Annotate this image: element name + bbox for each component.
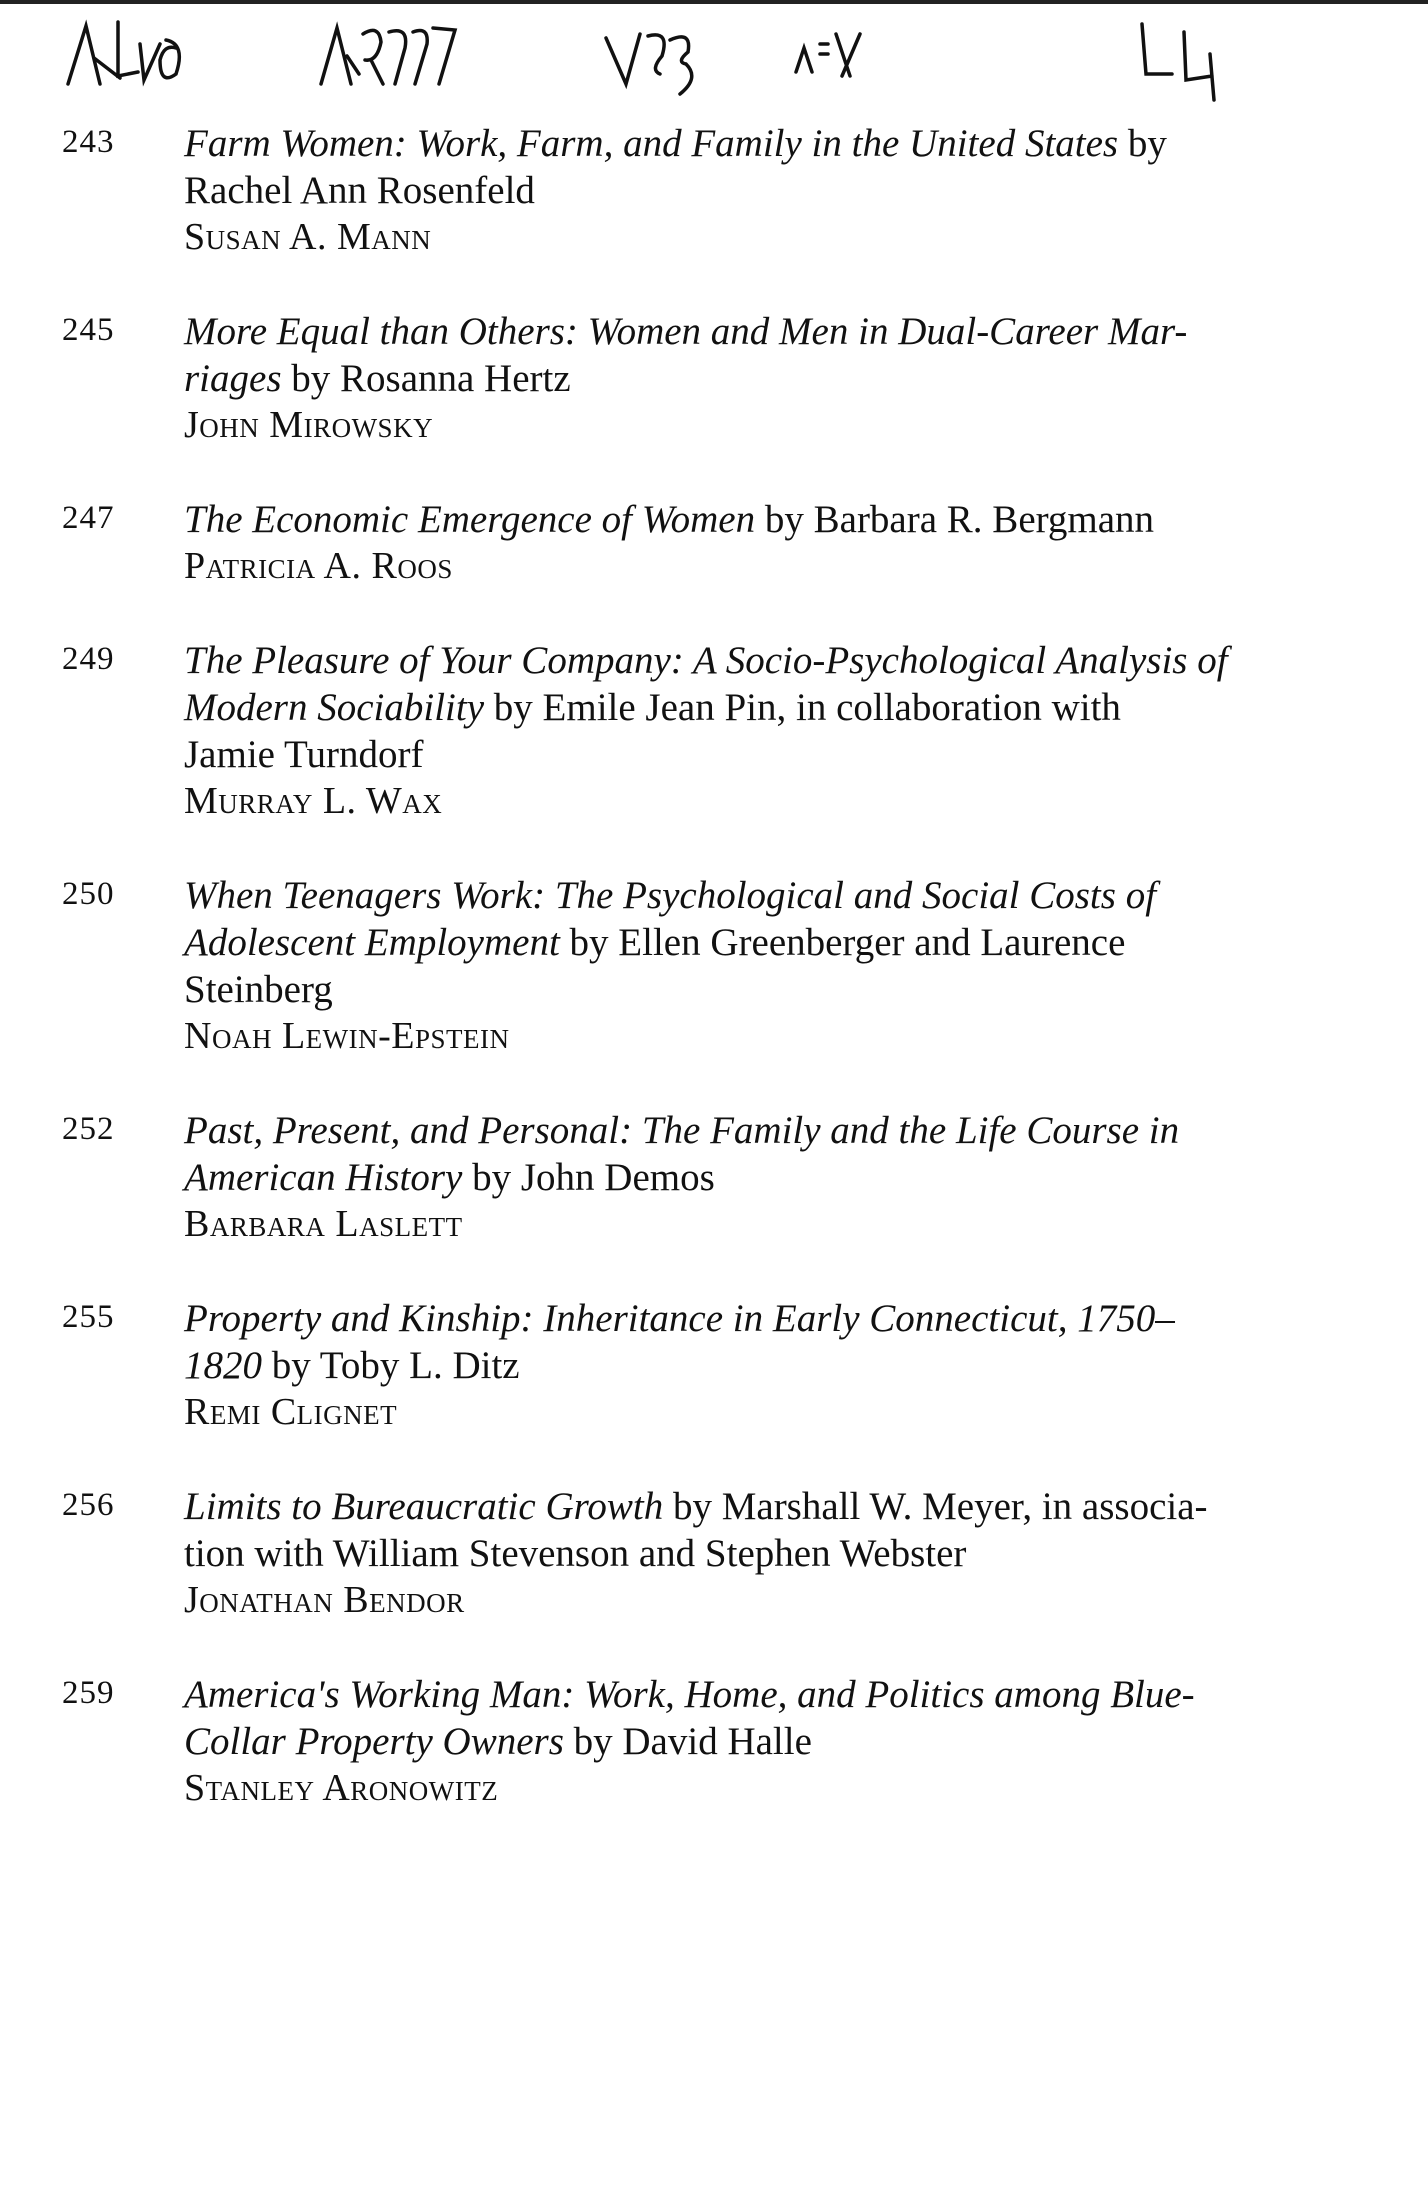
author-text: by	[1118, 122, 1167, 165]
handwritten-mark-4	[790, 14, 900, 104]
page-top-edge	[0, 0, 1428, 4]
entry-citation	[184, 1107, 1359, 1248]
handwritten-mark-2	[315, 14, 465, 104]
review-entry	[0, 1483, 1428, 1624]
author-text: Rachel Ann Rosenfeld	[184, 169, 535, 212]
book-title: Property and Kinship: Inheritance in Early Connecticut, 1750–	[184, 1297, 1175, 1340]
citation-line	[184, 496, 1359, 543]
citation-line	[184, 731, 1359, 778]
review-entry	[0, 1671, 1428, 1812]
citation-line	[184, 1107, 1359, 1154]
book-title: Farm Women: Work, Farm, and Family in the United States	[184, 122, 1119, 165]
book-title: American History	[184, 1156, 463, 1199]
author-text: by David Halle	[563, 1720, 812, 1763]
review-entry	[0, 308, 1428, 449]
citation-line	[184, 167, 1359, 214]
book-title: When Teenagers Work: The Psychological and Social Costs of	[184, 874, 1157, 917]
book-title: Modern Sociability	[184, 686, 485, 729]
entry-citation	[184, 496, 1359, 590]
author-text: tion with William Stevenson and Stephen Webster	[184, 1532, 967, 1575]
citation-line	[184, 966, 1359, 1013]
author-text: by Rosanna Hertz	[281, 357, 571, 400]
citation-line	[184, 684, 1359, 731]
review-entry	[0, 120, 1428, 261]
page-number: 243	[62, 124, 115, 160]
book-title: America's Working Man: Work, Home, and Politics among Blue-	[184, 1673, 1195, 1716]
handwritten-call-number	[60, 14, 1380, 124]
page-number: 259	[62, 1675, 115, 1711]
page-number: 252	[62, 1111, 115, 1147]
book-title: riages	[184, 357, 282, 400]
book-title: Collar Property Owners	[184, 1720, 564, 1763]
reviewer-name: Barbara Laslett	[184, 1203, 463, 1245]
book-title: Adolescent Employment	[184, 921, 560, 964]
page-number: 247	[62, 500, 115, 536]
reviewer-name: Stanley Aronowitz	[184, 1767, 499, 1809]
book-title: More Equal than Others: Women and Men in Dual-Career Mar-	[184, 310, 1188, 353]
citation-line	[184, 872, 1359, 919]
entry-citation	[184, 1671, 1359, 1812]
reviewer-name: Remi Clignet	[184, 1391, 398, 1433]
reviewer-name: Noah Lewin-Epstein	[184, 1015, 510, 1057]
book-title: The Economic Emergence of Women	[184, 498, 756, 541]
page-number: 255	[62, 1299, 115, 1335]
citation-line	[184, 308, 1359, 355]
review-list	[0, 120, 1428, 1859]
handwritten-mark-5	[1130, 14, 1240, 104]
handwritten-mark-3	[600, 14, 720, 114]
entry-citation	[184, 637, 1359, 825]
review-entry	[0, 637, 1428, 825]
handwritten-mark-1	[60, 14, 190, 104]
citation-line	[184, 1530, 1359, 1577]
author-text: Steinberg	[184, 968, 333, 1011]
entry-citation	[184, 308, 1359, 449]
citation-line	[184, 120, 1359, 167]
review-entry	[0, 1295, 1428, 1436]
author-text: by Emile Jean Pin, in collaboration with	[484, 686, 1121, 729]
citation-line	[184, 1342, 1359, 1389]
book-title: 1820	[184, 1344, 262, 1387]
reviewer-name: Patricia A. Roos	[184, 545, 453, 587]
author-text: by Ellen Greenberger and Laurence	[559, 921, 1126, 964]
entry-citation	[184, 1295, 1359, 1436]
review-entry	[0, 496, 1428, 590]
citation-line	[184, 1483, 1359, 1530]
author-text: by Toby L. Ditz	[262, 1344, 520, 1387]
citation-line	[184, 1295, 1359, 1342]
reviewer-name: Susan A. Mann	[184, 216, 432, 258]
author-text: Jamie Turndorf	[184, 733, 424, 776]
author-text: by John Demos	[462, 1156, 715, 1199]
review-entry	[0, 872, 1428, 1060]
book-title: The Pleasure of Your Company: A Socio-Psychological Analysis of	[184, 639, 1228, 682]
reviewer-name: Murray L. Wax	[184, 780, 443, 822]
citation-line	[184, 1671, 1359, 1718]
citation-line	[184, 637, 1359, 684]
author-text: by Marshall W. Meyer, in associa-	[663, 1485, 1208, 1528]
reviewer-name: Jonathan Bendor	[184, 1579, 465, 1621]
reviewer-name: John Mirowsky	[184, 404, 434, 446]
page-number: 256	[62, 1487, 115, 1523]
page-number: 245	[62, 312, 115, 348]
entry-citation	[184, 120, 1359, 261]
citation-line	[184, 1154, 1359, 1201]
book-title: Limits to Bureaucratic Growth	[184, 1485, 664, 1528]
page-number: 250	[62, 876, 115, 912]
review-entry	[0, 1107, 1428, 1248]
entry-citation	[184, 1483, 1359, 1624]
book-title: Past, Present, and Personal: The Family and the Life Course in	[184, 1109, 1180, 1152]
citation-line	[184, 355, 1359, 402]
citation-line	[184, 1718, 1359, 1765]
page-number: 249	[62, 641, 115, 677]
author-text: by Barbara R. Bergmann	[755, 498, 1155, 541]
entry-citation	[184, 872, 1359, 1060]
citation-line	[184, 919, 1359, 966]
